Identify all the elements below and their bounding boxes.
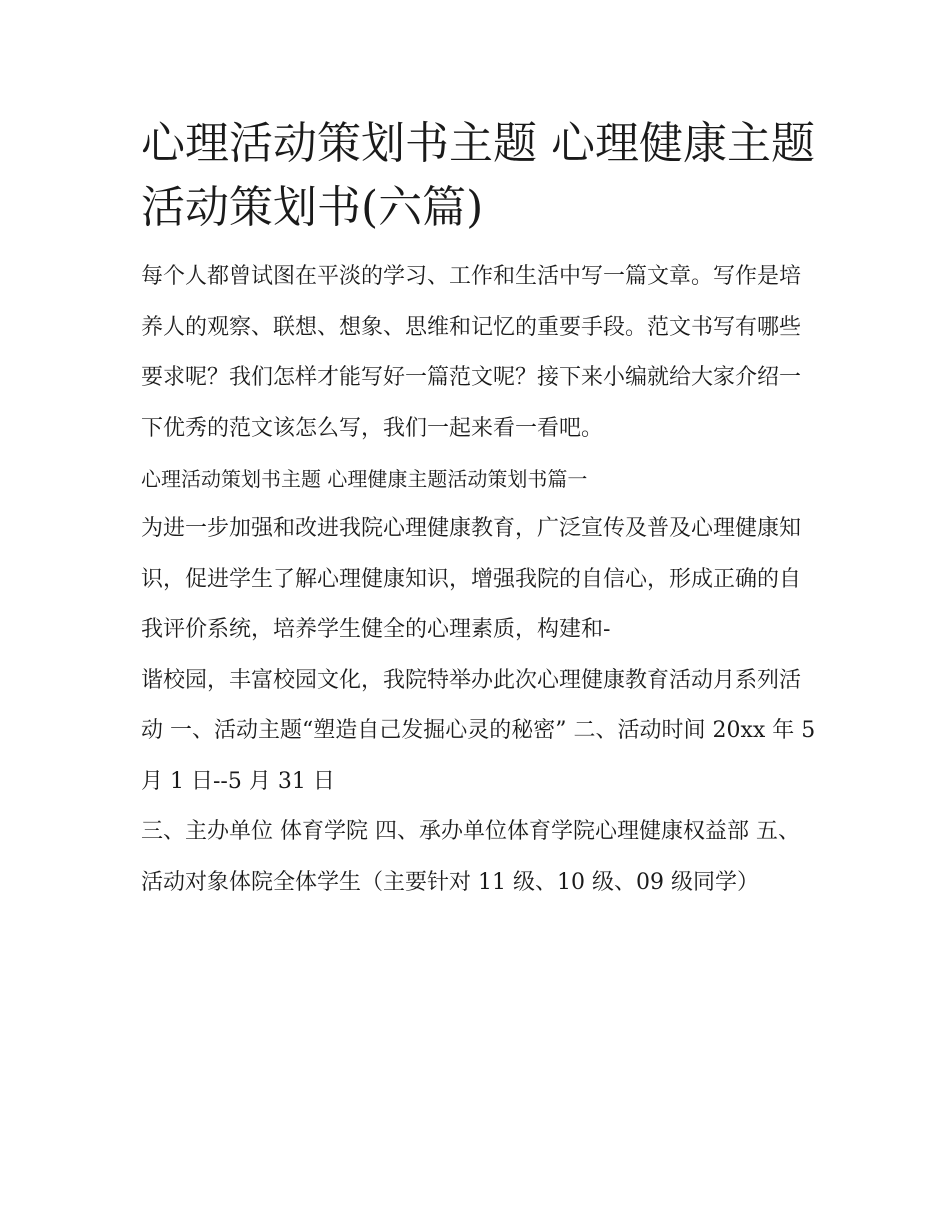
section-heading: 心理活动策划书主题 心理健康主题活动策划书篇一 [141,467,588,491]
document-title: 心理活动策划书主题 心理健康主题活动策划书(六篇) [141,118,815,233]
document-body [141,112,816,908]
body-paragraph-3: 三、主办单位 体育学院 四、承办单位体育学院心理健康权益部 五、活动对象体院全体学生（主要针对 11 级、10 级、09 级同学） [141,819,800,895]
body-paragraph-1: 为进一步加强和改进我院心理健康教育，广泛宣传及普及心理健康知识，促进学生了解心理健康知识，增强我院的自信心，形成正确的自我评价系统，培养学生健全的心理素质，构建和- [141,516,802,642]
body-paragraph-2: 谐校园，丰富校园文化，我院特举办此次心理健康教育活动月系列活动 一、活动主题“塑造自己发掘心灵的秘密” 二、活动时间 20xx 年 5 月 1 日--5 月 31 日 [141,667,816,794]
intro-paragraph: 每个人都曾试图在平淡的学习、工作和生活中写一篇文章。写作是培养人的观察、联想、想象、思维和记忆的重要手段。范文书写有哪些要求呢？我们怎样才能写好一篇范文呢？接下来小编就给大家介绍一下优秀的范文该怎么写，我们一起来看一看吧。 [141,264,802,441]
